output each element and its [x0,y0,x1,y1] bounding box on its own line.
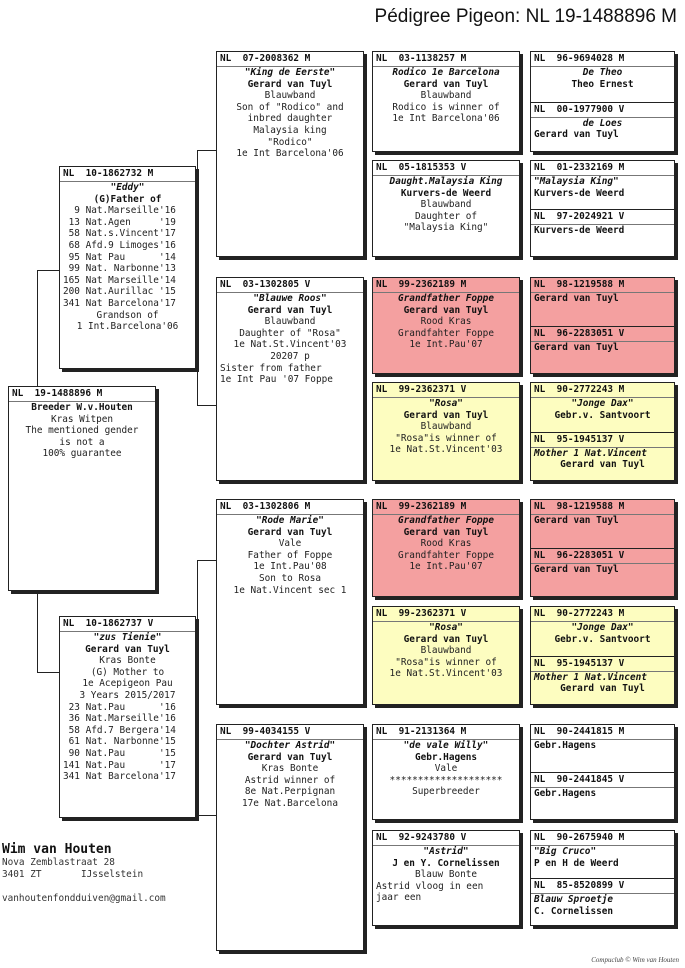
ring-number: NL 96-2283051 V [531,549,674,564]
info-line: Rodico 1e Barcelona [392,67,500,78]
ring-number: NL 99-2362189 M [373,500,519,515]
ring-number: NL 90-2441815 M [531,725,674,740]
ggg-sire [531,383,674,432]
info-line: 341 Nat Barcelona'17 [63,297,176,309]
info-line: Gerard van Tuyl [85,643,170,655]
ring-number: NL 91-2131364 M [373,725,519,740]
info-line: 1e Int.Pau'07 [409,561,483,573]
ggg-sire [531,607,674,656]
info-line: 100% guarantee [42,448,122,460]
info-line: Astrid winner of [244,774,336,786]
connector-line [197,815,216,816]
info-line: Blauwband [264,90,316,102]
info-line: Blauwband [420,645,472,657]
info-line: Grandfather Foppe [398,515,494,526]
pigeon-card-g1 [216,51,364,257]
info-line: Grandfahter Foppe [398,327,494,339]
info-line: (G) Mother to [90,666,165,678]
ring-number: NL 98-1219588 M [531,278,674,293]
info-line: Gerard van Tuyl [247,304,333,316]
owner-name: Wim van Houten [2,842,112,857]
pigeon-card-ggg-3 [530,382,675,481]
owner-email: vanhoutenfondduiven@gmail.com [2,893,166,904]
connector-line [37,270,38,386]
info-line: Blauwband [420,421,472,433]
ring-number: NL 00-1977900 V [531,103,674,118]
info-line: Grandfahter Foppe [398,549,494,561]
info-line: "Big Cruco" [534,846,597,857]
pigeon-card-sire [59,166,196,369]
info-line: Blauwband [420,199,472,211]
info-line: 1e Int.Pau'07 [409,339,483,351]
connector-line [197,405,216,406]
info-line: De Theo [582,67,623,78]
ring-number: NL 96-2283051 V [531,327,674,342]
ggg-dam [531,432,674,471]
info-line: Sister from father [220,362,322,374]
connector-line [37,590,38,672]
info-line: "Rosa"is winner of [395,656,497,668]
info-line: Gerard van Tuyl [560,683,645,695]
info-line: 17e Nat.Barcelona [242,797,338,809]
pigeon-card-ggg-2 [530,277,675,374]
owner-address: Nova Zemblastraat 28 [2,857,115,868]
info-line: "Malaysia King" [534,176,619,187]
info-line: "Astrid" [423,846,469,857]
info-line: Kurvers-de Weerd [534,224,625,236]
footer-credit: Compuclub © Wim van Houten [591,956,679,964]
owner-city: 3401 ZT IJsselstein [2,869,144,880]
info-line: Blauwband [264,316,316,328]
ggg-dam [531,102,674,141]
info-line: Gerard van Tuyl [403,409,489,421]
info-line: 58 Afd.7 Bergera'14 [63,724,176,736]
info-line: 1e Int Pau '07 Foppe [220,374,333,386]
pigeon-card-gg3 [372,277,520,374]
info-line: Daughter of [414,210,478,222]
ring-number: NL 99-2362371 V [373,383,519,398]
info-line: "Malaysia King" [403,222,489,234]
info-line: 3 Years 2015/2017 [79,689,176,701]
info-line: Mother 1 Nat.Vincent [534,447,647,459]
ring-number: NL 96-9694028 M [531,52,674,67]
info-line: "King de Eerste" [244,67,336,78]
info-line: Son of "Rodico" and [236,101,344,113]
info-line: 61 Nat. Narbonne'15 [63,736,176,748]
info-line: Kras Bonte [99,655,156,667]
info-line: Gerard van Tuyl [403,78,489,90]
info-line: "Rosa" [429,398,463,409]
ggg-sire [531,500,674,548]
info-line: Rood Kras [420,538,472,550]
ring-number: NL 97-2024921 V [531,210,674,225]
page-title: Pédigree Pigeon: NL 19-1488896 M [374,6,677,27]
info-line: Gebr.Hagens [414,751,478,763]
info-line: Superbreeder [412,786,480,798]
info-line: Gerard van Tuyl [403,526,489,538]
info-line: Gerard van Tuyl [534,564,619,575]
pigeon-card-dam [59,616,196,818]
info-line: Gebr.v. Santvoort [554,633,651,645]
info-line: Gerard van Tuyl [247,751,333,763]
ring-number: NL 03-1138257 M [373,52,519,67]
info-line: Gerard van Tuyl [534,515,619,526]
info-line: Mother 1 Nat.Vincent [534,671,647,683]
pigeon-card-gg5 [372,499,520,597]
info-line: "Jonge Dax" [571,622,634,633]
ggg-sire [531,725,674,772]
info-line: 165 Nat Marseille'14 [63,274,176,286]
info-line: Gerard van Tuyl [534,293,619,304]
ring-number: NL 95-1945137 V [531,657,674,672]
info-line: Rodico is winner of [392,101,500,113]
info-line: jaar een [376,892,422,904]
ring-number: NL 90-2772243 M [531,607,674,622]
info-line: Breeder W.v.Houten [31,402,133,413]
info-line: 1 Int.Barcelona'06 [76,321,179,333]
info-line: Kras Bonte [261,763,319,775]
info-line: 1e Nat.St.Vincent'03 [389,444,503,456]
info-line: 141 Nat.Pau '17 [63,759,176,771]
info-line: "de vale Willy" [403,740,489,751]
connector-line [197,560,198,816]
ggg-sire [531,161,674,209]
ring-number: NL 05-1815353 V [373,161,519,176]
ring-number: NL 10-1862732 M [60,167,195,182]
info-line: Gerard van Tuyl [534,129,619,141]
connector-line [197,150,216,151]
info-line: Vale [434,763,458,775]
ring-number: NL 92-9243780 V [373,831,519,846]
info-line: Father of Foppe [247,549,333,561]
info-line: Blauw Bonte [414,869,478,881]
info-line: 1e Int.Pau'08 [253,561,327,573]
info-line: "Dochter Astrid" [244,740,336,751]
connector-line [37,270,59,271]
info-line: 1e Nat.St.Vincent'03 [389,668,503,680]
ring-number: NL 03-1302806 M [217,500,363,515]
ring-number: NL 95-1945137 V [531,433,674,448]
ggg-sire [531,278,674,326]
info-line: 200 Nat.Aurillac '15 [63,286,176,298]
info-line: Grandson of [96,309,159,321]
pigeon-card-ggg-7 [530,830,675,926]
pigeon-card-gg1 [372,51,520,152]
ring-number: NL 85-8520899 V [531,879,674,894]
info-line: Kras Witpen [50,413,114,425]
info-line: Gerard van Tuyl [560,459,645,471]
info-line: 1e Nat.St.Vincent'03 [233,339,347,351]
info-line: is not a [59,436,105,448]
info-line: 58 Nat.s.Vincent'17 [63,228,176,240]
info-line: Gerard van Tuyl [534,341,619,353]
ring-number: NL 10-1862737 V [60,617,195,632]
pigeon-card-subject [8,386,156,591]
ring-number: NL 90-2772243 M [531,383,674,398]
pigeon-card-ggg-0 [530,51,675,152]
ggg-dam [531,326,674,354]
info-line: "Rode Marie" [256,515,324,526]
info-line: "Blauwe Roos" [253,293,327,304]
info-line: 36 Nat.Marseille'16 [63,713,176,725]
ring-number: NL 90-2441845 V [531,773,674,788]
info-line: Daughter of "Rosa" [239,327,341,339]
info-line: 20207 p [270,350,310,362]
ring-number: NL 98-1219588 M [531,500,674,515]
info-line: Gebr.Hagens [534,788,597,799]
info-line: "Eddy" [110,182,145,193]
info-line: Gebr.Hagens [534,740,597,751]
pigeon-card-g2 [216,277,364,481]
info-line: Son to Rosa [258,572,322,584]
info-line: 23 Nat.Pau '16 [63,701,176,713]
ggg-dam [531,878,674,917]
ring-number: NL 90-2675940 M [531,831,674,846]
owner-spacer [2,881,166,893]
info-line: 95 Nat Pau '14 [63,251,176,263]
info-line: Theo Ernest [571,78,634,90]
info-line: J en Y. Cornelissen [392,857,500,869]
pigeon-card-g3 [216,499,364,705]
pigeon-card-ggg-4 [530,499,675,597]
pigeon-card-gg6 [372,606,520,705]
info-line: 1e Int Barcelona'06 [392,113,500,125]
info-line: (G)Father of [93,193,162,205]
connector-line [197,150,198,406]
info-line: 1e Acepigeon Pau [82,678,173,690]
info-line: Grandfather Foppe [398,293,494,304]
ring-number: NL 19-1488896 M [9,387,155,402]
info-line: Gerard van Tuyl [247,78,333,90]
info-line: 341 Nat Barcelona'17 [63,771,176,783]
owner-info [2,842,166,905]
info-line: inbred daughter [247,113,333,125]
info-line: Malaysia king [253,124,327,136]
pigeon-card-ggg-6 [530,724,675,820]
info-line: Blauwband [420,90,472,102]
ring-number: NL 99-2362189 M [373,278,519,293]
ring-number: NL 03-1302805 V [217,278,363,293]
ggg-sire [531,52,674,102]
info-line: Vale [278,538,302,550]
info-line: Kurvers-de Weerd [534,187,625,199]
info-line: Kurvers-de Weerd [400,187,492,199]
ggg-dam [531,772,674,800]
info-line: Blauw Sproetje [534,894,614,905]
info-line: ******************** [389,774,503,786]
connector-line [197,560,216,561]
info-line: 8e Nat.Perpignan [244,786,336,798]
pigeon-card-gg4 [372,382,520,481]
info-line: "zus Tienie" [93,632,162,643]
info-line: Gebr.v. Santvoort [554,409,651,421]
info-line: Rood Kras [420,316,472,328]
ggg-sire [531,831,674,878]
info-line: "Rodico" [267,136,313,148]
info-line: P en H de Weerd [534,857,619,869]
ggg-dam [531,656,674,695]
info-line: "Jonge Dax" [571,398,634,409]
pigeon-card-gg2 [372,160,520,257]
ring-number: NL 01-2332169 M [531,161,674,176]
ring-number: NL 99-4034155 V [217,725,363,740]
info-line: Gerard van Tuyl [403,304,489,316]
info-line: 13 Nat.Agen '19 [63,216,176,228]
info-line: Astrid vloog in een [376,880,484,892]
ggg-dam [531,548,674,576]
info-line: "Rosa" [429,622,463,633]
pigeon-card-ggg-5 [530,606,675,705]
pigeon-card-ggg-1 [530,160,675,257]
ring-number: NL 99-2362371 V [373,607,519,622]
info-line: de Loes [582,117,623,129]
info-line: Gerard van Tuyl [247,526,333,538]
ring-number: NL 07-2008362 M [217,52,363,67]
pigeon-card-gg7 [372,724,520,820]
info-line: 1e Int Barcelona'06 [236,148,344,160]
pigeon-card-g4 [216,724,364,951]
info-line: 9 Nat.Marseille'16 [63,205,176,217]
info-line: The mentioned gender [25,425,139,437]
ggg-dam [531,209,674,237]
connector-line [37,672,59,673]
info-line: 90 Nat.Pau '15 [63,747,176,759]
info-line: 1e Nat.Vincent sec 1 [233,584,347,596]
info-line: C. Cornelissen [534,905,614,917]
info-line: 68 Afd.9 Limoges'16 [63,239,176,251]
info-line: Gerard van Tuyl [403,633,489,645]
info-line: 99 Nat. Narbonne'13 [63,263,176,275]
info-line: Daught.Malaysia King [389,176,503,187]
info-line: "Rosa"is winner of [395,432,497,444]
pigeon-card-gg8 [372,830,520,926]
